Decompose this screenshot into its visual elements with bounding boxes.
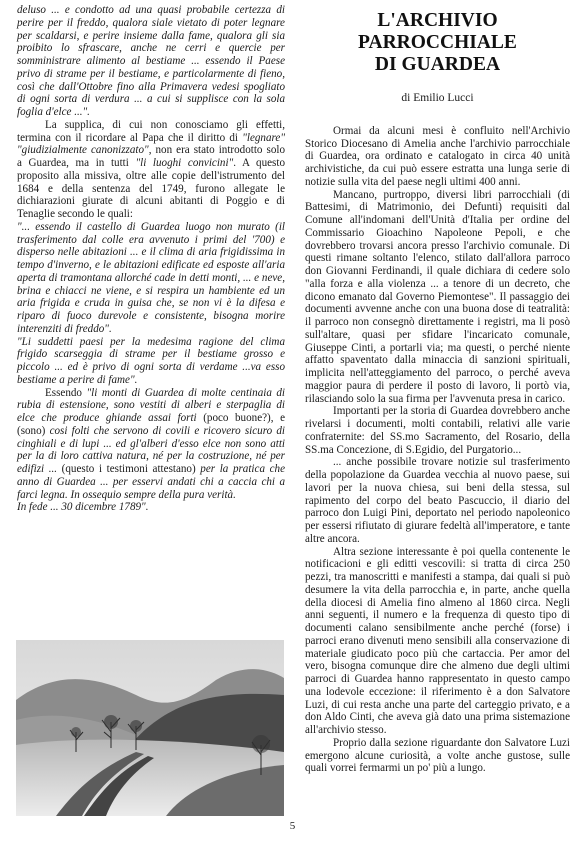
article-paragraph: Proprio dalla sezione riguardante don Salvatore Luzi emergono alcune curiosità, a volte anche gustose, sulle quali vorrei fermarmi un po' più a lungo. xyxy=(305,736,570,775)
article-title xyxy=(305,10,570,76)
quote-span: cosi folti che servono di covili e ricovero sicuro di cinghiali e di lupi ... ed gl'alberi d'esso elce non sono atti per la di loro cattiva natura, né per la costruzione, né per edifizi ... xyxy=(17,424,285,475)
monti-paragraph xyxy=(17,387,285,502)
article-paragraph: ... anche possibile trovare notizie sul trasferimento della popolazione da Guardea vecchia al nuovo paese, sui lavori per la nuova chiesa, sui beni della stessa, sul rapimento del corpo del beato Pascuccio, il diario del parroco don Luigi Pini, deportato nel periodo napoleonico per essersi rifiutato di giurare fedeltà all'imperatore, e tante altre ancora. xyxy=(305,456,570,545)
text-span: Essendo xyxy=(45,386,87,399)
article-column xyxy=(305,4,570,775)
supplica-paragraph xyxy=(17,119,285,221)
text-span: La supplica, di cui non conosciamo gli effetti, termina con il ricordare al Papa che il diritto di xyxy=(17,118,285,144)
testimony-quote-2: "Li suddetti paesi per la medesima ragione del clima frigido scarseggia di strame per il bestiame grosso e piccolo ... ed è privo di ogni sorta di verdame ...va esso bestiame a perire di fame". xyxy=(17,335,285,386)
quote-span: "legnare" "giudizialmente canonizzato" xyxy=(17,131,285,157)
article-paragraph: Ormai da alcuni mesi è confluito nell'Archivio Storico Diocesano di Amelia anche l'archivio parrocchiale di Guardea, ora ordinato e catalogato in circa 40 unità archivistiche, da cui può essere estratta una lunga serie di notizie sulla vita del paese negli ultimi 400 anni. xyxy=(305,124,570,188)
text-span: . A questo proposito alla missiva, oltre alle copie dell'istrumento del 1684 e della sentenza del 1749, furono allegate le dichiarazioni giurate di alcuni abitanti di Poggio e di Tenaglie secondo le quali: xyxy=(17,157,285,220)
text-span: (sono) xyxy=(17,424,46,437)
title-line: DI GUARDEA xyxy=(374,54,501,75)
quote-span: "li luoghi convicini" xyxy=(135,157,234,169)
quote-span: "li monti di Guardea di molte centinaia di rubia di estensione, sono vestiti di alberi e sterpaglia di elce che produce ghiande assai forti xyxy=(17,386,286,424)
text-span: (questo i testimoni attestano) xyxy=(57,463,201,475)
left-column xyxy=(17,4,285,514)
page-number: 5 xyxy=(289,820,296,832)
article-paragraph: Altra sezione interessante è poi quella contenente le notificacioni e gli editti vescovili: si tratta di circa 250 pezzi, tra manoscritti e manifesti a stampa, dai quali si può desumere la vita della parrocchia e, in parte, anche quella della diocesi di Amelia fino almeno al 1860 circa. Negli anni seguenti, il numero e la frequenza di questo tipo di documenti calano sensibilmente anche perché (forse) i parroci erano divenuti meno sensibili alla conservazione di materiale giudicato poco più che cartaccia. Per amor del vero, bisogna comunque dire che almeno due degli ultimi parroci di Guardea hanno rappresentato in questo campo una lodevole eccezione: il riferimento è a don Salvatore Luzi, di cui resta anche una parte del carteggio privato, e a don Aldo Cinti, che aveva già dato una prima sistemazione all'archivio stesso. xyxy=(305,545,570,736)
testimony-quote-1: "... essendo il castello di Guardea luogo non murato (il trasferimento dal colle era avvenuto i primi del '700) e disperso nelle abitazioni ... e il clima di aria frigidissima in tempo d'inverno, e le abitazioni edificate ed esposte all'aria aperta di tramontana allorché cade in detti monti, ... e neve, brina e chiacci ne viene, e si respira un hambiente ed un aria frigida e cruda in guisa che, se non vi è la difesa e riparo di fuoco durevole e consistente, bisogna morire interenziti di freddo". xyxy=(17,220,285,335)
text-span: (poco buone?), e xyxy=(196,412,285,424)
article-paragraph: Mancano, purtroppo, diversi libri parrocchiali (di Battesimi, di Matrimonio, dei Defunti) requisiti dal Comune all'indomani dell'Unità d'Italia per ordine del Commissario Gioachino Napoleone Pepoli, e che dovrebbero trovarsi ancora presso l'archivio comunale. Di questi rimane soltanto l'elenco, stilato dall'allora parroco don Giovanni Ferdinandi, il quale dichiara di cedere solo "alla forza e alla violenza ... a tenore di un decreto, che dicono emanato dal Governo Piemontese". Il passaggio dei documenti avvenne anche con una buona dose di teatralità: il parroco non consegnò direttamente i registri, ma li posò sull'altare, quasi per sfidare l'incaricato comunale, Giuseppe Cinti, a portarli via; ma questi, o perché niente affatto spaventato dalla minaccia di sanzioni spirituali, implicita nell'atteggiamento del parroco, o perché aveva maggior paura di perdere il posto di lavoro, li portò via, rilasciando solo la sua firma per l'avvenuta presa in carico. xyxy=(305,188,570,405)
quote-span: per la pratica che anno di Guardea ... per esservi andati chi a caccia chi a farci legna. In ossequio sempre della pura verità. xyxy=(17,463,285,501)
landscape-photo-graphic xyxy=(16,640,284,816)
signoff-line: In fede ... 30 dicembre 1789". xyxy=(17,501,149,514)
landscape-photo xyxy=(16,640,284,816)
continued-quote-paragraph: deluso ... e condotto ad una quasi probabile certezza di perire per il freddo, qualora siale vietato di poter legnare per scaldarsi, e perire insieme dalla fame, qualora gli sia proibito lo sfrascare, anche ne cerri e quercie per somministrare alimento al bestiame ... essendo il Paese privo di strame per il bestiame, e particolarmente di fieno, così che dall'Ottobre fino alla Primavera vedesi spogliato di ogni sorta di verdura ... a cui si supplisce con la sola foglia d'elce ...". xyxy=(17,4,285,118)
article-paragraph: Importanti per la storia di Guardea dovrebbero anche rivelarsi i documenti, molti contabili, relativi alle varie confraternite: del SS.mo Sacramento, del Rosario, della SS.ma Concezione, di S.Egidio, del Purgatorio... xyxy=(305,405,570,456)
article-byline: di Emilio Lucci xyxy=(401,92,474,104)
text-span: , non era stato introdotto solo a Guardea, ma in tutti xyxy=(17,144,286,169)
title-line: L'ARCHIVIO PARROCCHIALE xyxy=(358,10,517,53)
